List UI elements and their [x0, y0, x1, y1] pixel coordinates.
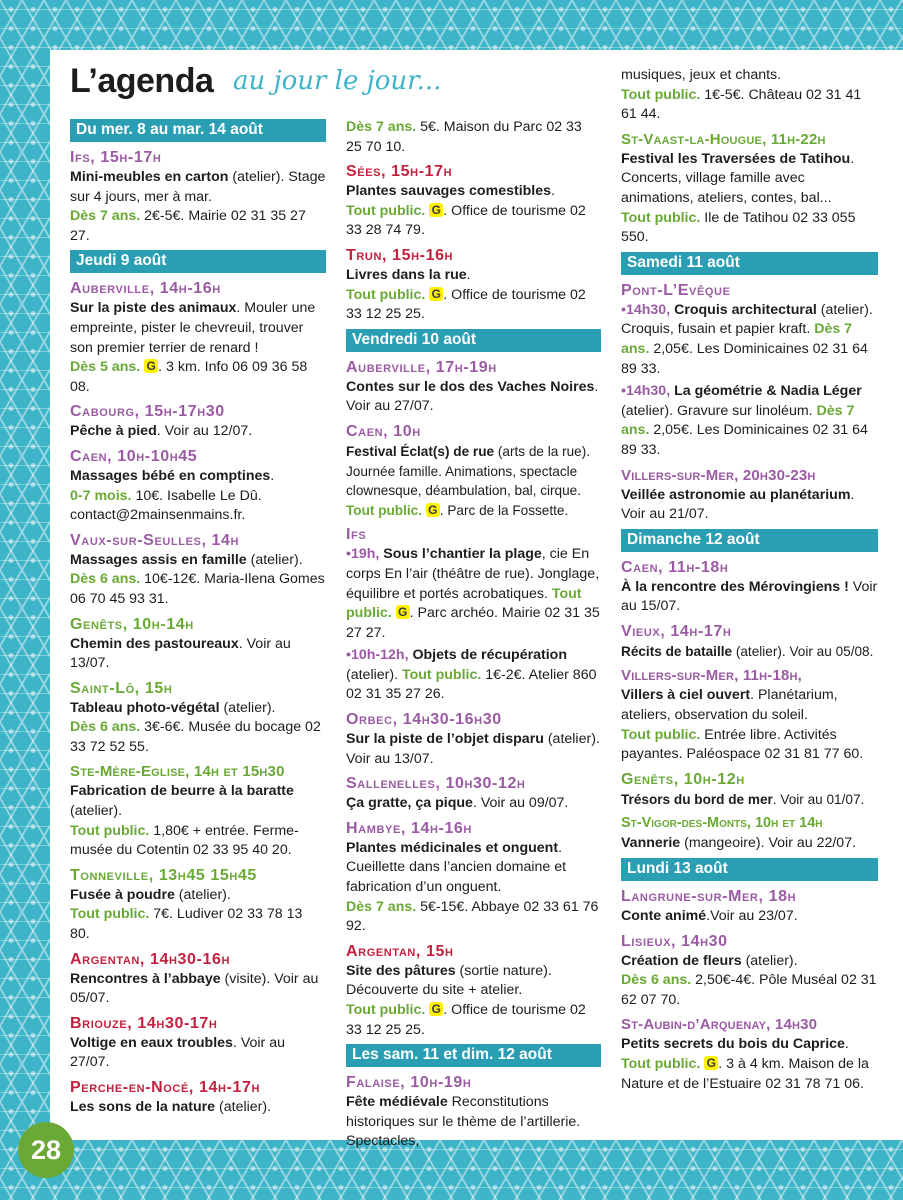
event-entry	[70, 446, 326, 526]
date-band: Lundi 13 août	[621, 858, 878, 881]
event-details: (atelier).	[741, 952, 798, 969]
event-entry	[621, 769, 878, 810]
event-details: (atelier).	[70, 803, 123, 820]
page-number-badge: 28	[18, 1122, 74, 1178]
event-details: (atelier). Gravure sur linoléum.	[621, 402, 813, 419]
event-entry	[621, 1014, 878, 1094]
event-audience: Dès 5 ans.	[70, 359, 141, 376]
event-place: Villers-sur-Mer, 11h-18h,	[621, 667, 803, 685]
event-title: Conte animé	[621, 908, 707, 925]
event-entry	[70, 678, 326, 758]
event-info: 5€-15€. Abbaye 02 33 61 76 92.	[346, 898, 599, 935]
event-details: (atelier).	[346, 666, 399, 683]
event-body	[346, 794, 601, 814]
event-entry	[70, 401, 326, 442]
event-details: . Voir au 09/07.	[472, 795, 569, 812]
event-place: Auberville, 14h-16h	[70, 280, 221, 298]
event-title: Site des pâtures	[346, 962, 456, 979]
event-title: Plantes sauvages comestibles	[346, 183, 552, 200]
event-audience: Tout public.	[621, 209, 701, 226]
event-audience: Tout public.	[346, 202, 426, 219]
event-place: Lisieux, 14h30	[621, 932, 728, 950]
event-body	[346, 962, 601, 1040]
event-place: Trun, 15h-16h	[346, 246, 454, 264]
event-entry	[621, 557, 878, 617]
event-body	[70, 1098, 326, 1118]
event-audience: Tout public.	[346, 1002, 426, 1018]
event-place: Sées, 15h-17h	[346, 163, 453, 181]
event-title: La géométrie & Nadia Léger	[670, 383, 862, 400]
date-band: Vendredi 10 août	[346, 329, 601, 352]
event-place: Caen, 10h-10h45	[70, 447, 198, 465]
event-place: Cabourg, 15h-17h30	[70, 403, 225, 421]
event-place: St-Aubin-d’Arquenay, 14h30	[621, 1016, 818, 1034]
event-body	[70, 168, 326, 246]
event-info: 1€-5€. Château 02 31 41 61 44.	[621, 86, 862, 123]
event-entry	[70, 614, 326, 674]
event-place: Ifs, 15h-17h	[70, 149, 162, 166]
event-title: Veillée astronomie au planétarium	[621, 486, 851, 503]
page-title: L’agenda	[70, 62, 214, 100]
event-body	[346, 118, 601, 157]
event-entry	[70, 278, 326, 397]
event-sub-item	[621, 301, 878, 379]
event-place: Saint-Lô, 15h	[70, 679, 173, 697]
event-place: Argentan, 14h30-16h	[70, 950, 231, 968]
event-entry	[70, 147, 326, 246]
event-audience: Dès 7 ans.	[346, 898, 417, 915]
event-body	[621, 1035, 878, 1094]
event-body	[346, 1093, 601, 1152]
event-place: Tonneville, 13h45 15h45	[70, 866, 257, 884]
event-title: Mini-meubles en carton	[70, 169, 229, 185]
event-info: 2,50€-4€. Pôle Muséal 02 31 62 07 70.	[621, 972, 877, 1008]
event-title: Massages bébé en comptines	[70, 467, 271, 484]
event-body	[621, 790, 878, 810]
date-band: Les sam. 11 et dim. 12 août	[346, 1044, 601, 1067]
event-title: Les sons de la nature	[70, 1099, 216, 1115]
event-place: St-Vaast-la-Hougue, 11h-22h	[621, 130, 826, 148]
event-info: . Office de tourisme 02 33 12 25 25.	[346, 1002, 586, 1038]
event-info: . 3 à 4 km. Maison de la Nature et de l’Estuaire 02 31 78 71 06.	[621, 1056, 869, 1092]
event-details: . Planétarium, ateliers, observation du soleil.	[621, 687, 838, 724]
free-badge: G	[426, 503, 440, 517]
event-info: 5€. Maison du Parc 02 33 25 70 10.	[346, 119, 582, 155]
event-info: . Parc de la Fossette.	[439, 502, 569, 518]
event-title: Petits secrets du bois du Caprice	[621, 1036, 845, 1053]
event-title: Création de fleurs	[621, 952, 742, 969]
free-badge: G	[396, 605, 410, 619]
event-entry	[346, 773, 601, 814]
event-audience: Dès 7 ans.	[621, 402, 855, 439]
event-details: (arts de la rue). Journée famille. Animations, spectacle clownesque, déambulation, bal, cirque.	[346, 443, 591, 499]
event-body	[70, 970, 326, 1009]
event-title: Villers à ciel ouvert	[621, 687, 751, 704]
event-info: . Parc archéo. Mairie 02 31 35 27 27.	[346, 605, 600, 641]
event-place: Pont-L’Evêque	[621, 281, 731, 299]
event-title: Fête médiévale	[346, 1094, 448, 1111]
event-entry	[621, 665, 878, 764]
event-body	[70, 699, 326, 758]
event-entry	[346, 161, 601, 241]
free-badge: G	[144, 359, 158, 373]
event-entry	[346, 818, 601, 937]
event-body	[70, 886, 326, 945]
event-audience: Dès 7 ans.	[70, 208, 141, 225]
event-body	[621, 642, 878, 662]
event-details: .	[551, 183, 555, 200]
event-details: Voir au 15/07.	[621, 578, 878, 615]
event-audience: Tout public.	[621, 1056, 701, 1072]
event-entry	[621, 813, 878, 854]
event-entry	[346, 245, 601, 325]
event-time: •19h,	[346, 546, 380, 563]
event-details: musiques, jeux et chants.	[621, 67, 782, 83]
event-details: (atelier). Voir au 05/08.	[732, 643, 874, 659]
event-title: À la rencontre des Mérovingiens !	[621, 578, 849, 595]
event-body	[70, 1034, 326, 1073]
free-badge: G	[429, 1002, 443, 1016]
event-title: Massages assis en famille	[70, 551, 247, 568]
column-3	[621, 66, 878, 1098]
event-details: (atelier).	[246, 551, 303, 568]
event-entry	[621, 931, 878, 1011]
event-title: Trésors du bord de mer	[621, 791, 773, 807]
event-details: (sortie nature). Découverte du site + atelier.	[346, 962, 552, 999]
event-body	[346, 730, 601, 769]
event-info: 1,80€ + entrée. Ferme-musée du Cotentin 02 33 95 40 20.	[70, 822, 299, 859]
date-band: Du mer. 8 au mar. 14 août	[70, 119, 326, 142]
event-details: (atelier). Stage sur 4 jours, mer à mar.	[70, 169, 326, 205]
event-place: Langrune-sur-Mer, 18h	[621, 888, 797, 906]
event-entry	[621, 66, 878, 125]
event-entry	[70, 865, 326, 945]
event-title: Festival Éclat(s) de rue	[346, 443, 495, 459]
masthead	[70, 60, 442, 112]
event-body	[621, 907, 878, 927]
event-title: Sur la piste de l’objet disparu	[346, 731, 544, 748]
event-info: 10€. Isabelle Le Dû. contact@2mainsenmains.fr.	[70, 487, 262, 524]
event-place: Briouze, 14h30-17h	[70, 1014, 218, 1032]
event-body	[621, 686, 878, 764]
date-band: Dimanche 12 août	[621, 529, 878, 552]
event-body	[70, 422, 326, 442]
event-info: 1€-2€. Atelier 860 02 31 35 27 26.	[346, 666, 597, 703]
event-audience: Tout public.	[621, 726, 701, 743]
event-info: 2,05€. Les Dominicaines 02 31 64 89 33.	[621, 422, 868, 458]
event-body	[346, 378, 601, 417]
event-details: . Voir au 27/07.	[346, 378, 599, 415]
event-entry	[346, 941, 601, 1040]
event-info: 7€. Ludiver 02 33 78 13 80.	[70, 906, 303, 943]
event-title: Ça gratte, ça pique	[346, 795, 473, 812]
event-entry	[346, 421, 601, 520]
column-2	[346, 118, 601, 1156]
event-entry	[346, 118, 601, 157]
event-place: Ste-Mère-Eglise, 14h et 15h30	[70, 763, 285, 781]
event-place: Caen, 10h	[346, 422, 421, 440]
column-1	[70, 116, 326, 1122]
event-title: Sur la piste des animaux	[70, 300, 237, 317]
event-sub-item	[346, 545, 601, 643]
event-info: 10€-12€. Maria-Ilena Gomes 06 70 45 93 31.	[70, 571, 325, 607]
event-audience: Dès 7 ans.	[346, 119, 417, 135]
event-details: (atelier).	[215, 1099, 272, 1115]
event-info: 2,05€. Les Dominicaines 02 31 64 89 33.	[621, 340, 868, 377]
event-entry	[621, 465, 878, 525]
event-title: Objets de récupération	[408, 647, 567, 664]
event-audience: Tout public.	[346, 286, 426, 303]
event-place: St-Vigor-des-Monts, 10h et 14h	[621, 815, 823, 832]
event-audience: 0-7 mois.	[70, 487, 132, 504]
event-info: Ile de Tatihou 02 33 055 550.	[621, 209, 856, 246]
event-details: .	[270, 467, 275, 484]
event-details: . Voir au 01/07.	[772, 791, 865, 807]
event-details: (visite). Voir au 05/07.	[70, 970, 319, 1007]
event-entry	[70, 949, 326, 1009]
event-body	[346, 182, 601, 241]
event-entry	[70, 1077, 326, 1118]
free-badge: G	[704, 1056, 718, 1070]
event-title: Récits de bataille	[621, 643, 733, 659]
event-body	[621, 952, 878, 1011]
event-body	[621, 486, 878, 525]
free-badge: G	[429, 203, 443, 217]
event-body	[70, 467, 326, 526]
event-body	[70, 782, 326, 860]
event-info: . Office de tourisme 02 33 12 25 25.	[346, 286, 586, 323]
event-audience: Dès 7 ans.	[621, 321, 853, 357]
event-body	[70, 299, 326, 397]
event-title: Sous l’chantier la plage	[379, 546, 542, 563]
event-details: . Voir au 13/07.	[70, 635, 291, 672]
event-details: .Voir au 23/07.	[706, 908, 798, 925]
event-time: •10h-12h,	[346, 647, 409, 664]
event-audience: Tout public.	[70, 822, 150, 839]
event-place: Caen, 11h-18h	[621, 558, 729, 576]
event-body	[621, 66, 878, 125]
event-place: Argentan, 15h	[346, 942, 454, 960]
event-place: Perche-en-Nocé, 14h-17h	[70, 1079, 261, 1096]
event-title: Chemin des pastoureaux	[70, 635, 239, 652]
event-body	[346, 839, 601, 937]
event-audience: Dès 6 ans.	[70, 571, 141, 588]
event-place: Falaise, 10h-19h	[346, 1074, 472, 1092]
event-info: 2€-5€. Mairie 02 31 35 27 27.	[70, 208, 306, 244]
event-title: Festival les Traversées de Tatihou	[621, 150, 851, 167]
event-details: . Voir au 12/07.	[156, 423, 253, 440]
event-body	[621, 150, 878, 248]
event-audience: Tout public.	[346, 585, 582, 622]
date-band: Jeudi 9 août	[70, 250, 326, 273]
event-audience: Dès 6 ans.	[70, 719, 141, 736]
event-info: Entrée libre. Activités payantes. Paléospace 02 31 81 77 60.	[621, 726, 864, 763]
event-place: Ifs	[346, 526, 367, 544]
event-title: Contes sur le dos des Vaches Noires	[346, 378, 595, 395]
event-details: (mangeoire). Voir au 22/07.	[680, 835, 857, 852]
event-details: (atelier).	[219, 699, 276, 716]
event-details: (atelier). Voir au 13/07.	[346, 731, 600, 767]
event-audience: Tout public.	[398, 666, 482, 683]
event-place: Hambye, 14h-16h	[346, 819, 472, 837]
event-sub-item	[621, 382, 878, 460]
event-title: Fusée à poudre	[70, 886, 175, 903]
event-entry	[70, 530, 326, 610]
event-entry	[346, 1072, 601, 1152]
event-entry	[621, 129, 878, 248]
event-entry	[621, 886, 878, 927]
event-details: (atelier).	[174, 886, 231, 903]
event-details: . Concerts, village famille avec animations, ateliers, contes, bal...	[621, 150, 855, 206]
event-details: (atelier). Croquis, fusain et papier kraft.	[621, 301, 873, 338]
event-info: . 3 km. Info 06 09 36 58 08.	[70, 359, 308, 395]
event-details: , cie En corps En l’air (théâtre de rue). Jonglage, équilibre et portés acrobatiques.	[346, 546, 600, 602]
event-time: •14h30,	[621, 383, 671, 400]
free-badge: G	[429, 287, 443, 301]
event-place: Vieux, 14h-17h	[621, 622, 732, 640]
event-title: Fabrication de beurre à la baratte	[70, 783, 294, 800]
event-title: Rencontres à l’abbaye	[70, 970, 221, 987]
event-details: . Cueillette dans l’ancien domaine et fabrication d’un onguent.	[346, 839, 567, 896]
event-body	[346, 442, 601, 520]
event-info: . Office de tourisme 02 33 28 74 79.	[346, 202, 586, 239]
event-audience: Tout public.	[70, 906, 150, 923]
date-band: Samedi 11 août	[621, 252, 878, 275]
agenda-page	[50, 50, 903, 1150]
event-entry	[346, 524, 601, 705]
event-body	[70, 635, 326, 674]
event-sub-item	[346, 646, 601, 705]
event-title: Voltige en eaux troubles	[70, 1034, 233, 1051]
event-details: . Mouler une empreinte, pister le chevreuil, trouver son premier terrier de renard !	[70, 300, 316, 356]
event-details: . Voir au 27/07.	[70, 1034, 285, 1071]
page-subtitle: au jour le jour...	[233, 66, 442, 96]
event-place: Orbec, 14h30-16h30	[346, 711, 502, 729]
event-audience: Dès 6 ans.	[621, 972, 692, 989]
event-place: Auberville, 17h-19h	[346, 358, 497, 376]
event-place: Sallenelles, 10h30-12h	[346, 775, 526, 793]
event-title: Livres dans la rue	[346, 266, 467, 283]
event-body	[346, 266, 601, 325]
event-title: Pêche à pied	[70, 423, 157, 440]
event-title: Tableau photo-végétal	[70, 699, 220, 716]
event-place: Genêts, 10h-14h	[70, 615, 194, 633]
event-title: Croquis architectural	[670, 301, 817, 318]
event-audience: Tout public.	[621, 86, 701, 103]
event-details: .	[844, 1036, 849, 1053]
event-body	[621, 578, 878, 617]
event-place: Villers-sur-Mer, 20h30-23h	[621, 466, 816, 484]
event-audience: Tout public.	[346, 502, 423, 518]
event-details: .	[466, 266, 471, 283]
event-title: Plantes médicinales et onguent	[346, 839, 559, 856]
event-place: Genêts, 10h-12h	[621, 770, 745, 788]
event-entry	[70, 1013, 326, 1073]
event-title: Vannerie	[621, 835, 681, 852]
event-body	[70, 551, 326, 610]
event-entry	[70, 761, 326, 860]
event-entry	[346, 357, 601, 417]
event-info: 3€-6€. Musée du bocage 02 33 72 52 55.	[70, 719, 321, 755]
event-entry	[621, 280, 878, 461]
event-place: Vaux-sur-Seulles, 14h	[70, 531, 240, 549]
event-body	[621, 834, 878, 854]
event-entry	[346, 709, 601, 769]
event-details: Reconstitutions historiques sur le thème de l’artillerie. Spectacles,	[346, 1094, 581, 1150]
event-time: •14h30,	[621, 301, 671, 318]
event-entry	[621, 621, 878, 662]
event-details: . Voir au 21/07.	[621, 486, 855, 523]
